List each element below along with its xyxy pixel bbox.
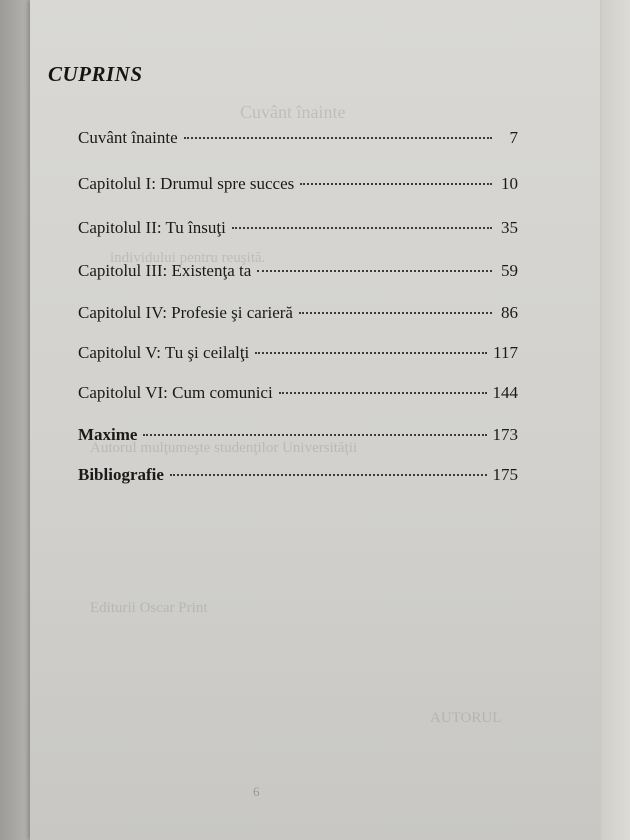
dot-leader <box>279 392 487 394</box>
toc-entry <box>78 128 518 148</box>
toc-entry-label: Maxime <box>78 425 138 444</box>
toc-entry-label: Capitolul II: Tu însuţi <box>78 218 226 237</box>
toc-entry <box>78 383 518 403</box>
toc-entry <box>78 465 518 485</box>
toc-entry-page: 173 <box>492 425 518 444</box>
toc-entry-page: 7 <box>509 128 518 147</box>
toc-entry-label: Cuvânt înainte <box>78 128 178 147</box>
dot-leader <box>257 270 492 272</box>
bleed-through-text: individului pentru reuşită. <box>110 250 266 266</box>
toc-entry-label: Capitolul IV: Profesie şi carieră <box>78 303 293 322</box>
dot-leader <box>143 434 486 436</box>
toc-entry-label: Capitolul III: Existenţa ta <box>78 261 252 280</box>
toc-entry-label: Capitolul VI: Cum comunici <box>78 383 273 402</box>
dot-leader <box>184 137 492 139</box>
toc-entry-page: 59 <box>501 261 518 280</box>
bleed-through-text: Cuvânt înainte <box>240 102 346 122</box>
book-page-edge <box>600 0 630 840</box>
toc-entry <box>78 261 518 281</box>
page-number-footer: 6 <box>253 784 260 799</box>
dot-leader <box>170 474 487 476</box>
dot-leader <box>232 227 492 229</box>
book-spine-edge <box>0 0 30 840</box>
toc-entry-page: 10 <box>501 174 518 193</box>
toc-entry-page: 144 <box>492 383 518 402</box>
book-page <box>30 0 600 840</box>
bleed-through-text: Editurii Oscar Print <box>90 600 208 616</box>
toc-entry-page: 35 <box>501 218 518 237</box>
toc-entry-label: Capitolul I: Drumul spre succes <box>78 174 295 193</box>
toc-entry-page: 117 <box>493 343 518 362</box>
toc-entry-page: 175 <box>492 465 518 484</box>
dot-leader <box>255 352 487 354</box>
toc-entry-label: Bibliografie <box>78 465 164 484</box>
bleed-through-text: Autorul mulţumeşte studenţilor Universităţii <box>90 440 358 456</box>
toc-heading: CUPRINS <box>48 62 143 86</box>
bleed-through-text: AUTORUL <box>430 710 502 726</box>
toc-entry-page: 86 <box>501 303 518 322</box>
toc-entry <box>78 303 518 323</box>
dot-leader <box>299 312 492 314</box>
toc-entry <box>78 218 518 238</box>
toc-entry <box>78 174 518 194</box>
toc-entry-label: Capitolul V: Tu şi ceilalţi <box>78 343 250 362</box>
dot-leader <box>300 183 492 185</box>
toc-entry <box>78 343 518 363</box>
toc-entry <box>78 425 518 445</box>
